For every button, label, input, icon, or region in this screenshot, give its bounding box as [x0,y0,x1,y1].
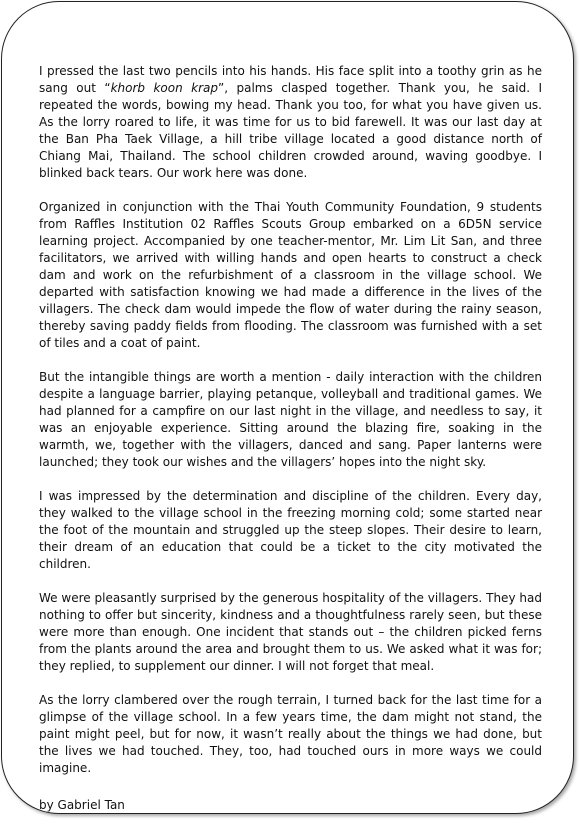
paragraph-6: As the lorry clambered over the rough terrain, I turned back for the last time for a glimpse of the village school. In a few years time, the dam might not stand, the paint might peel, but for now, it wasn’t really about the things we had done, but the lives we had touched. They, too, had touched ours in more ways we could imagine. [39,693,542,775]
article-body [39,63,542,831]
paragraph-1-text-start: I pressed the last two pencils into his hands. His face split into a toothy grin as he sang out “ [39,64,542,95]
rounded-text-box [1,1,574,814]
thai-phrase: khorb koon krap [110,81,219,95]
paragraph-2: Organized in conjunction with the Thai Youth Community Foundation, 9 students from Raffles Institution 02 Raffles Scouts Group embarked on a 6D5N service learning project. Accompanied by one teacher-mentor, Mr. Lim Lit San, and three facilitators, we arrived with willing hands and open hearts to construct a check dam and work on the refurbishment of a classroom in the village school. We departed with satisfaction knowing we had made a difference in the lives of the villagers. The check dam would impede the flow of water during the rainy season, thereby saving paddy fields from flooding. The classroom was furnished with a set of tiles and a coat of paint. [39,200,542,350]
paragraph-3: But the intangible things are worth a mention - daily interaction with the children despite a language barrier, playing petanque, volleyball and traditional games. We had planned for a campfire on our last night in the village, and needless to say, it was an enjoyable experience. Sitting around the blazing fire, soaking in the warmth, we, together with the villagers, danced and sang. Paper lanterns were launched; they took our wishes and the villagers’ hopes into the night sky. [39,370,542,469]
paragraph-4: I was impressed by the determination and discipline of the children. Every day, they walked to the village school in the freezing morning cold; some started near the foot of the mountain and struggled up the steep slopes. Their desire to learn, their dream of an education that could be a ticket to the city motivated the children. [39,489,542,571]
paragraph-5: We were pleasantly surprised by the generous hospitality of the villagers. They had nothing to offer but sincerity, kindness and a thoughtfulness rarely seen, but these were more than enough. One incident that stands out – the children picked ferns from the plants around the area and brought them to us. We asked what it was for; they replied, to supplement our dinner. I will not forget that meal. [39,591,542,673]
author-byline: by Gabriel Tan [39,798,125,812]
paragraph-1-text-end: ”, palms clasped together. Thank you, he said. I repeated the words, bowing my head. Thank you too, for what you have given us. As the lorry roared to life, it was time for us to bid farewell. It was our last day at the Ban Pha Taek Village, a hill tribe village located a good distance north of Chiang Mai, Thailand. The school children crowded around, waving goodbye. I blinked back tears. Our work here was done. [39,81,543,180]
paragraph-1 [39,63,542,182]
